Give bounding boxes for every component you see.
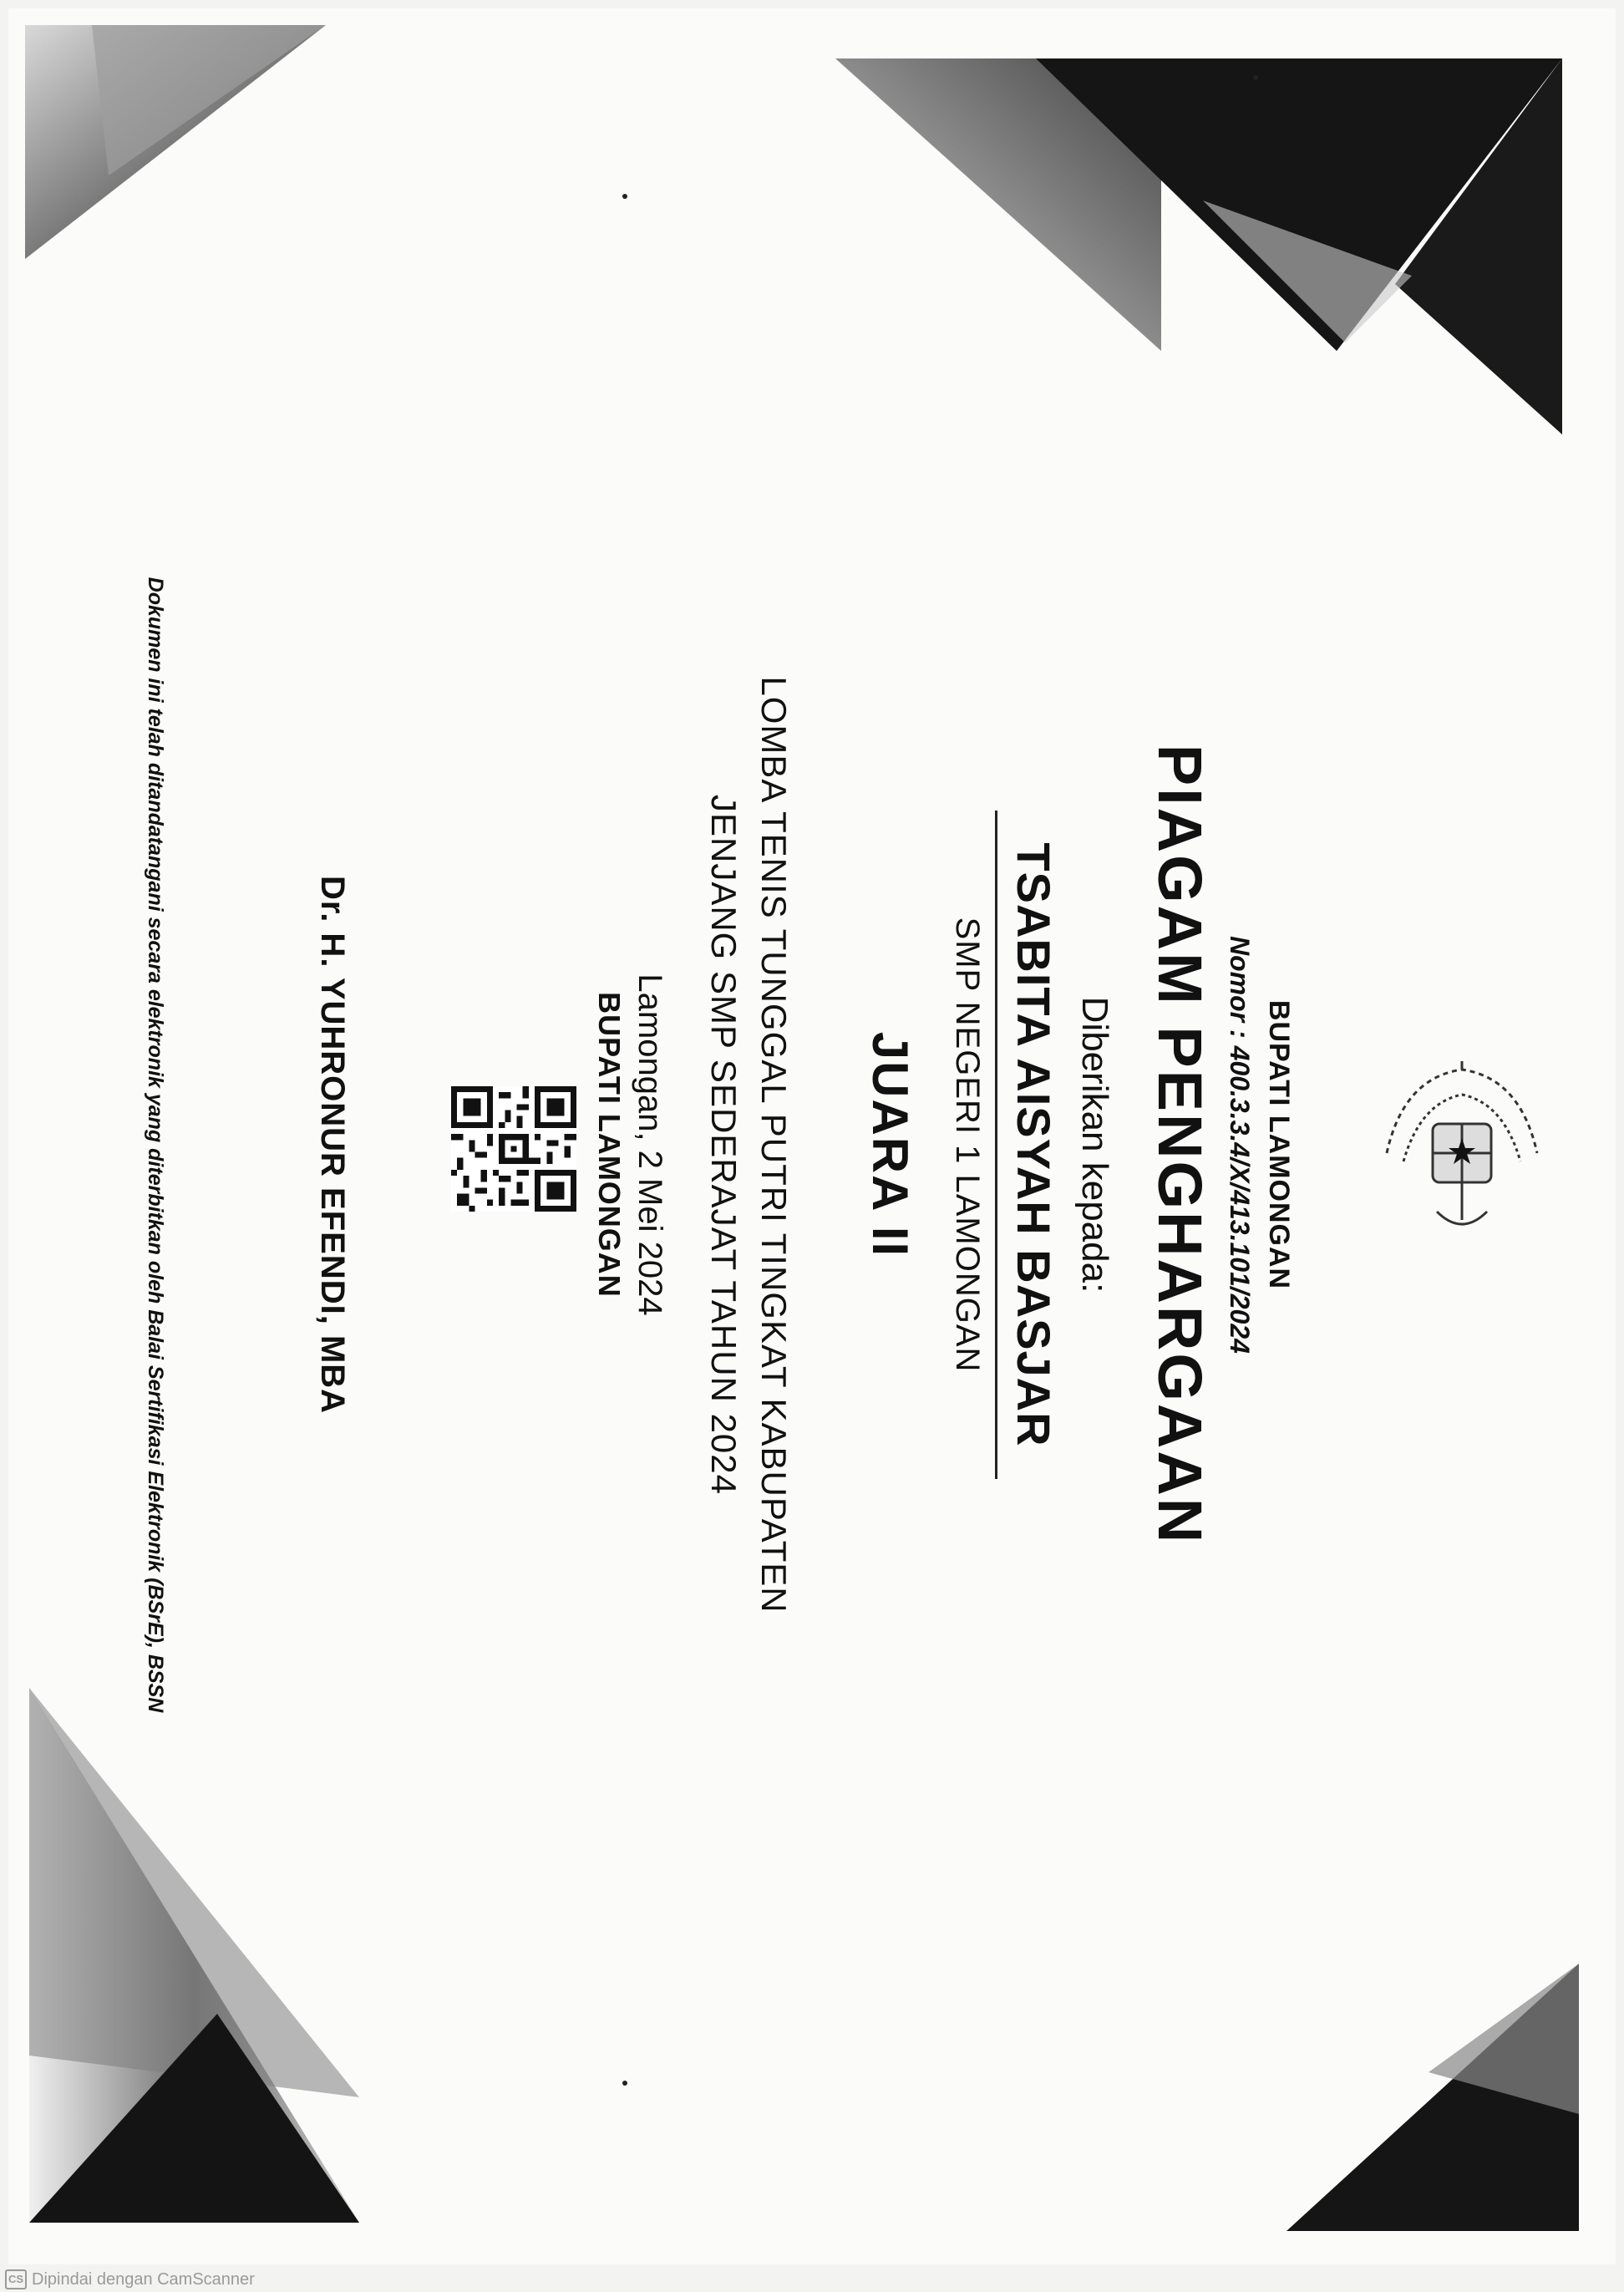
certificate-content [109, 543, 1295, 1746]
given-to-label: Diberikan kepada: [1074, 996, 1115, 1293]
name-underline [995, 811, 997, 1479]
event-line-1: LOMBA TENIS TUNGGAL PUTRI TINGKAT KABUPATEN [754, 676, 794, 1614]
top-left-shade-triangle [92, 25, 326, 175]
certificate-paper [8, 8, 1616, 2264]
certificate-title: PIAGAM PENGHARGAAN [1145, 744, 1215, 1546]
scanner-watermark [5, 2269, 255, 2289]
garuda-emblem-icon [1353, 1044, 1571, 1262]
signer-name: Dr. H. YUHRONUR EFENDI, MBA [314, 875, 351, 1415]
scan-mark [622, 194, 627, 199]
recipient-school: SMP NEGERI 1 LAMONGAN [949, 917, 986, 1373]
document-number: Nomor : 400.3.3.4/X/413.101/2024 [1225, 936, 1255, 1354]
place-date: Lamongan, 2 Mei 2024 [632, 973, 668, 1316]
scanner-watermark-text: Dipindai dengan CamScanner [32, 2269, 255, 2289]
signer-title: BUPATI LAMONGAN [592, 992, 627, 1298]
bottom-left-grey-triangle-2 [29, 1688, 359, 2097]
scan-mark [1253, 75, 1258, 80]
qr-code-icon [451, 1086, 576, 1212]
camscanner-icon: CS [5, 2269, 27, 2289]
electronic-signature-note: Dokumen ini telah ditandatangani secara elektronik yang diterbitkan oleh Balai Sertifikasi Elektronik (BSrE), BSSN [144, 577, 167, 1713]
issuer-heading: BUPATI LAMONGAN [1263, 999, 1295, 1290]
rank-award: JUARA II [862, 1031, 918, 1258]
recipient-name: TSABITA AISYAH BASJAR [1007, 842, 1060, 1447]
scan-mark [622, 2081, 627, 2086]
event-line-2: JENJANG SMP SEDERAJAT TAHUN 2024 [704, 794, 743, 1496]
